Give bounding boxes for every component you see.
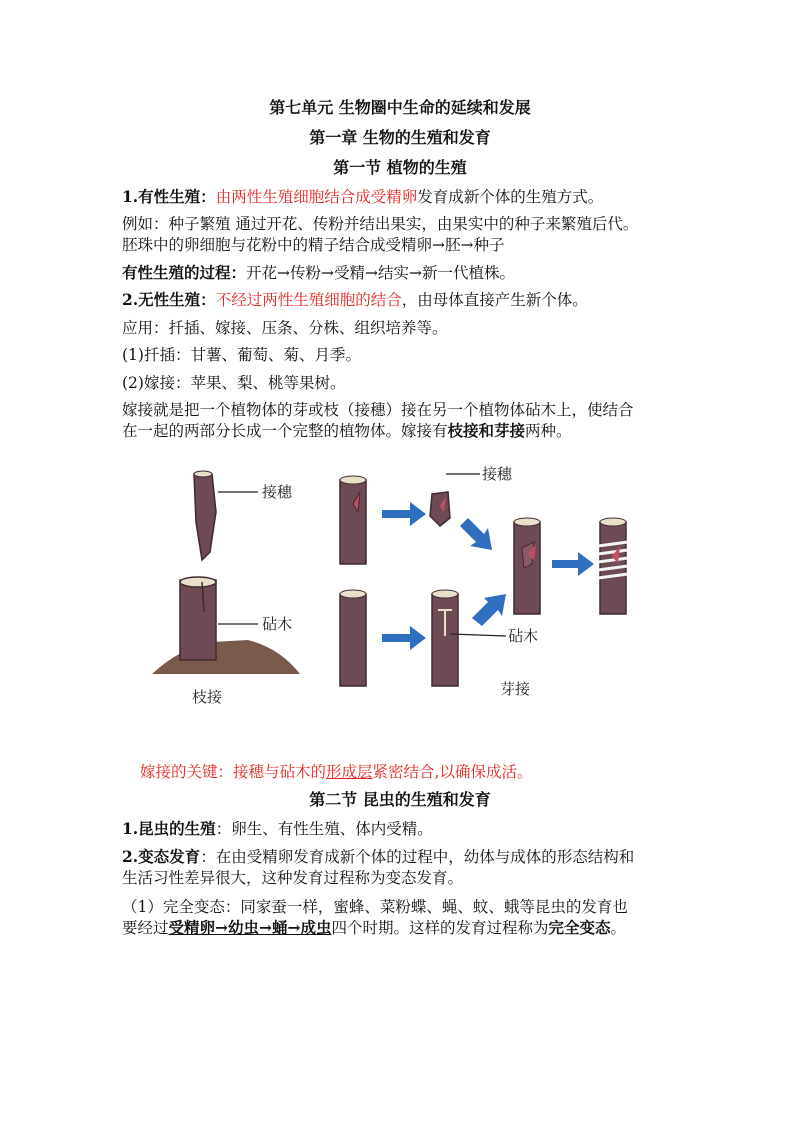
sexual-reproduction-process	[122, 263, 692, 283]
scion-label-right: 接穗	[482, 465, 513, 483]
stock-trunk-left	[180, 580, 216, 660]
process-text: 开花→传粉→受精→结实→新一代植株。	[246, 264, 515, 282]
bold-term: 完全变态	[548, 918, 611, 937]
applications-line: 应用：扦插、嫁接、压条、分株、组织培养等。	[122, 319, 448, 337]
highlight-red: 由两性生殖细胞结合成受精卵	[215, 188, 418, 206]
caption-right: 芽接	[500, 680, 531, 698]
budded-stock	[514, 522, 540, 614]
budded-stock-top	[514, 518, 540, 526]
section-title-plants: 第一节 植物的生殖	[333, 158, 467, 177]
text-span: 。	[610, 919, 627, 937]
bud-piece	[430, 492, 450, 526]
example-line-1: 例如：种子繁殖 通过开花、传粉并结出果实，由果实中的种子来繁殖后代。	[122, 215, 639, 233]
complete-metamorphosis-line-1: （1）完全变态：同家蚕一样，蜜蜂、菜粉蝶、蝇、蚊、蛾等昆虫的发育也	[122, 898, 628, 916]
text-span: 两种。	[525, 422, 572, 440]
arrow-5	[552, 552, 594, 576]
stock-label-left: 砧木	[262, 615, 293, 633]
text-span: 四个时期。这样的发育过程称为	[331, 919, 549, 937]
soil-mound	[152, 640, 300, 674]
arrow-1	[382, 502, 426, 526]
scion-top	[194, 471, 212, 477]
process-label: 有性生殖的过程：	[122, 263, 247, 282]
bold-term: 枝接和芽接	[447, 421, 526, 440]
bold-term: 2.变态发育	[122, 847, 201, 866]
insect-reproduction	[122, 819, 692, 839]
grafting-line: (2)嫁接：苹果、梨、桃等果树。	[122, 374, 346, 392]
text-span: ：卵生、有性生殖、体内受精。	[215, 820, 433, 838]
term-suffix: 发育成新个体的生殖方式。	[417, 188, 604, 206]
cutting-line: (1)扦插：甘薯、葡萄、菊、月季。	[122, 346, 361, 364]
scion-left	[194, 474, 216, 560]
stock-branch-bottom-1	[340, 594, 366, 686]
example-line-2: 胚珠中的卵细胞与花粉中的精子结合成受精卵→胚→种子	[122, 236, 505, 254]
complete-metamorphosis-line-2	[122, 918, 692, 938]
metamorphosis-line-1	[122, 847, 692, 867]
section-title-insects: 第二节 昆虫的生殖和发育	[309, 790, 491, 809]
term-prefix: 1.有性生殖：	[122, 187, 216, 206]
highlight-red: 不经过两性生殖细胞的结合	[215, 291, 402, 309]
grafting-key-point	[140, 762, 710, 782]
arrow-4	[472, 594, 506, 626]
asexual-reproduction-definition	[122, 290, 692, 310]
text-span: ：在由受精卵发育成新个体的过程中，幼体与成体的形态结构和	[200, 848, 635, 866]
scion-label-left: 接穗	[262, 483, 293, 501]
arrow-2	[460, 518, 492, 550]
unit-title: 第七单元 生物圈中生命的延续和发展	[269, 98, 531, 117]
grafting-explanation-line-1: 嫁接就是把一个植物体的芽或枝（接穗）接在另一个植物体砧木上，使结合	[122, 401, 634, 419]
underlined-stages: 受精卵→幼虫→蛹→成虫	[168, 918, 332, 937]
stock-branch-bottom-1-top	[340, 590, 366, 598]
grafting-diagram	[150, 452, 660, 730]
caption-left: 枝接	[192, 688, 223, 706]
text-span: 嫁接的关键：接穗与砧木的	[140, 763, 327, 781]
bud-branch-top	[340, 476, 366, 484]
bold-term: 1.昆虫的生殖	[122, 819, 216, 838]
stock-t-cut	[432, 594, 458, 686]
term-prefix: 2.无性生殖：	[122, 290, 216, 309]
text-span: 在一起的两部分长成一个完整的植物体。嫁接有	[122, 422, 448, 440]
term-suffix: ，由母体直接产生新个体。	[401, 291, 588, 309]
sexual-reproduction-definition	[122, 187, 692, 207]
grafting-explanation-line-2	[122, 421, 692, 441]
grafting-illustration	[150, 452, 660, 730]
bud-branch	[340, 480, 366, 564]
stock-label-right: 砧木	[508, 627, 539, 645]
text-span: 紧密结合,以确保成活。	[372, 763, 533, 781]
stock-top-cut	[180, 577, 216, 587]
underlined-term: 形成层	[326, 763, 373, 781]
wrapped-stock-top	[600, 518, 626, 526]
arrow-3	[382, 626, 426, 650]
chapter-title: 第一章 生物的生殖和发育	[309, 128, 491, 147]
metamorphosis-line-2: 生活习性差异很大，这种发育过程称为变态发育。	[122, 869, 464, 887]
text-span: 要经过	[122, 919, 169, 937]
stock-t-cut-top	[432, 590, 458, 598]
